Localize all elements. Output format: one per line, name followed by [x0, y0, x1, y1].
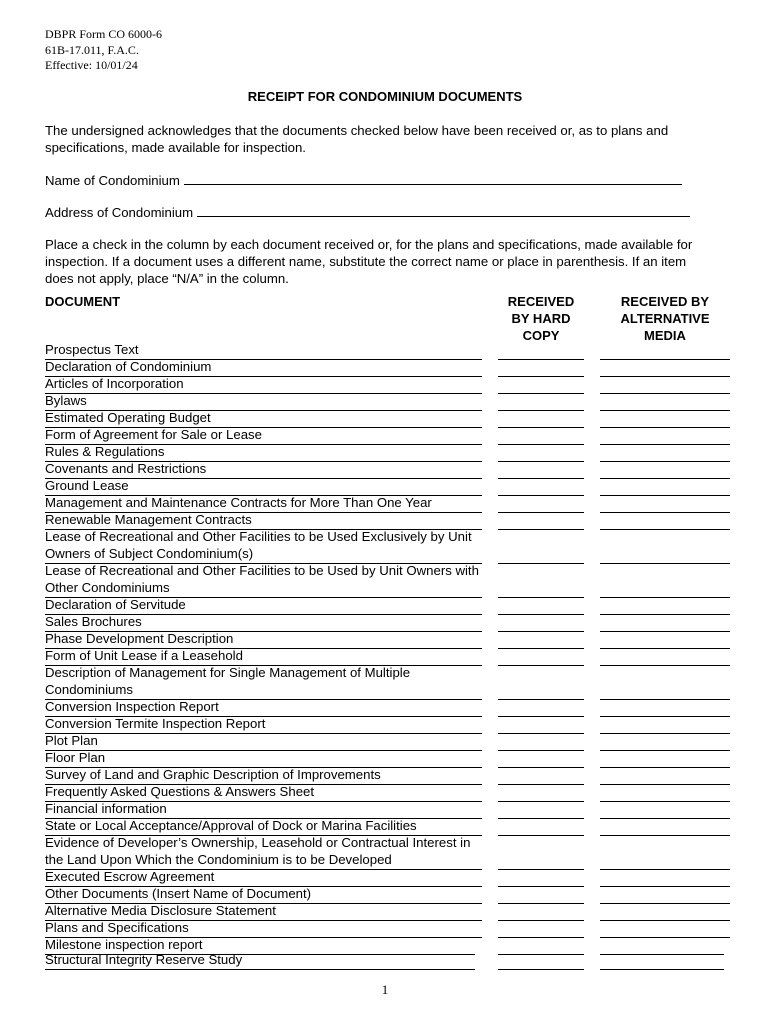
hard-copy-check-blank[interactable] — [498, 920, 584, 921]
alt-media-check-blank[interactable] — [600, 529, 730, 530]
document-name: Form of Agreement for Sale or Lease — [45, 427, 482, 445]
hard-copy-check-blank[interactable] — [498, 937, 584, 938]
column-header-document: DOCUMENT — [45, 294, 121, 309]
hard-copy-check-blank[interactable] — [498, 444, 584, 445]
alt-media-check-blank[interactable] — [600, 512, 730, 513]
instructions-text: Place a check in the column by each document received or, for the plans and specifications, made available for inspection. If a document uses a different name, substitute the correct name or place in parenthesis. If an item does not apply, place “N/A” in the column. — [45, 237, 693, 286]
alt-media-check-blank[interactable] — [600, 699, 730, 700]
document-name: Management and Maintenance Contracts for More Than One Year — [45, 495, 482, 513]
hard-copy-check-blank[interactable] — [498, 461, 584, 462]
alt-media-check-blank[interactable] — [600, 665, 730, 666]
hard-copy-check-blank[interactable] — [498, 733, 584, 734]
rule-citation: 61B-17.011, F.A.C. — [45, 42, 139, 57]
hard-copy-check-blank[interactable] — [498, 512, 584, 513]
hard-copy-check-blank[interactable] — [498, 614, 584, 615]
document-name: Sales Brochures — [45, 614, 482, 632]
alt-media-check-blank[interactable] — [600, 597, 730, 598]
column-header-alt-media: RECEIVED BY ALTERNATIVE MEDIA — [620, 294, 710, 343]
address-blank[interactable] — [197, 204, 690, 217]
hard-copy-check-blank[interactable] — [498, 495, 584, 496]
document-name: Ground Lease — [45, 478, 482, 496]
name-blank[interactable] — [184, 172, 682, 185]
hard-copy-check-blank[interactable] — [498, 835, 584, 836]
alt-media-check-blank[interactable] — [600, 784, 730, 785]
alt-media-check-blank[interactable] — [600, 631, 730, 632]
hard-copy-check-blank[interactable] — [498, 767, 584, 768]
document-name: Plans and Specifications — [45, 920, 482, 938]
hard-copy-check-blank[interactable] — [498, 699, 584, 700]
alt-media-check-blank[interactable] — [600, 869, 730, 870]
alt-media-check-blank[interactable] — [600, 969, 724, 970]
document-name: Articles of Incorporation — [45, 376, 482, 394]
column-header-hard-copy: RECEIVED BY HARD COPY — [507, 294, 575, 343]
alt-media-check-blank[interactable] — [600, 478, 730, 479]
hard-copy-check-blank[interactable] — [498, 376, 584, 377]
document-name: Lease of Recreational and Other Facilities to be Used by Unit Owners with Other Condominiums — [45, 563, 482, 598]
alt-media-check-blank[interactable] — [600, 954, 724, 955]
alt-media-check-blank[interactable] — [600, 427, 730, 428]
hard-copy-check-blank[interactable] — [498, 563, 584, 564]
alt-media-check-blank[interactable] — [600, 614, 730, 615]
alt-media-check-blank[interactable] — [600, 886, 730, 887]
document-name: Rules & Regulations — [45, 444, 482, 462]
document-name: Lease of Recreational and Other Facilities to be Used Exclusively by Unit Owners of Subject Condominium(s) — [45, 529, 482, 564]
document-name: Floor Plan — [45, 750, 482, 768]
document-name: Declaration of Servitude — [45, 597, 482, 615]
document-name: Evidence of Developer’s Ownership, Leasehold or Contractual Interest in the Land Upon Which the Condominium is to be Developed — [45, 835, 482, 870]
page-number: 1 — [381, 982, 389, 997]
document-name: Covenants and Restrictions — [45, 461, 482, 479]
document-name: Plot Plan — [45, 733, 482, 751]
hard-copy-check-blank[interactable] — [498, 969, 584, 970]
document-name: Phase Development Description — [45, 631, 482, 649]
hard-copy-check-blank[interactable] — [498, 597, 584, 598]
alt-media-check-blank[interactable] — [600, 461, 730, 462]
document-name: Alternative Media Disclosure Statement — [45, 903, 482, 921]
document-name: Conversion Termite Inspection Report — [45, 716, 482, 734]
alt-media-check-blank[interactable] — [600, 835, 730, 836]
document-name: Prospectus Text — [45, 342, 482, 360]
alt-media-check-blank[interactable] — [600, 818, 730, 819]
hard-copy-check-blank[interactable] — [498, 529, 584, 530]
document-name: Other Documents (Insert Name of Document) — [45, 886, 482, 904]
hard-copy-check-blank[interactable] — [498, 648, 584, 649]
hard-copy-check-blank[interactable] — [498, 750, 584, 751]
hard-copy-check-blank[interactable] — [498, 869, 584, 870]
alt-media-check-blank[interactable] — [600, 733, 730, 734]
document-name: Survey of Land and Graphic Description of Improvements — [45, 767, 482, 785]
alt-media-check-blank[interactable] — [600, 376, 730, 377]
document-name: Financial information — [45, 801, 482, 819]
intro-text: The undersigned acknowledges that the documents checked below have been received or, as to plans and specifications, made available for inspection. — [45, 123, 669, 155]
effective-date: Effective: 10/01/24 — [45, 58, 138, 72]
alt-media-check-blank[interactable] — [600, 393, 730, 394]
document-name: Conversion Inspection Report — [45, 699, 482, 717]
document-name: Bylaws — [45, 393, 482, 411]
document-name: State or Local Acceptance/Approval of Dock or Marina Facilities — [45, 818, 482, 836]
page-title: RECEIPT FOR CONDOMINIUM DOCUMENTS — [247, 89, 523, 104]
form-number: DBPR Form CO 6000-6 — [45, 27, 163, 41]
alt-media-check-blank[interactable] — [600, 563, 730, 564]
hard-copy-check-blank[interactable] — [498, 410, 584, 411]
alt-media-check-blank[interactable] — [600, 903, 730, 904]
name-label: Name of Condominium — [45, 173, 180, 188]
alt-media-check-blank[interactable] — [600, 801, 730, 802]
hard-copy-check-blank[interactable] — [498, 478, 584, 479]
document-name: Executed Escrow Agreement — [45, 869, 482, 887]
alt-media-check-blank[interactable] — [600, 359, 730, 360]
hard-copy-check-blank[interactable] — [498, 784, 584, 785]
hard-copy-check-blank[interactable] — [498, 427, 584, 428]
address-label: Address of Condominium — [45, 205, 194, 220]
alt-media-check-blank[interactable] — [600, 750, 730, 751]
document-name: Declaration of Condominium — [45, 359, 482, 377]
alt-media-check-blank[interactable] — [600, 495, 730, 496]
alt-media-check-blank[interactable] — [600, 920, 730, 921]
hard-copy-check-blank[interactable] — [498, 716, 584, 717]
document-name: Form of Unit Lease if a Leasehold — [45, 648, 482, 666]
hard-copy-check-blank[interactable] — [498, 665, 584, 666]
hard-copy-check-blank[interactable] — [498, 818, 584, 819]
hard-copy-check-blank[interactable] — [498, 954, 584, 955]
document-name: Description of Management for Single Management of Multiple Condominiums — [45, 665, 482, 700]
alt-media-check-blank[interactable] — [600, 716, 730, 717]
alt-media-check-blank[interactable] — [600, 937, 730, 938]
hard-copy-check-blank[interactable] — [498, 393, 584, 394]
document-name: Renewable Management Contracts — [45, 512, 482, 530]
document-name: Milestone inspection report — [45, 937, 475, 955]
name-field[interactable] — [45, 172, 682, 188]
document-name: Estimated Operating Budget — [45, 410, 482, 428]
alt-media-check-blank[interactable] — [600, 767, 730, 768]
hard-copy-check-blank[interactable] — [498, 631, 584, 632]
document-name: Structural Integrity Reserve Study — [45, 952, 475, 970]
alt-media-check-blank[interactable] — [600, 444, 730, 445]
hard-copy-check-blank[interactable] — [498, 359, 584, 360]
alt-media-check-blank[interactable] — [600, 648, 730, 649]
hard-copy-check-blank[interactable] — [498, 903, 584, 904]
document-name: Frequently Asked Questions & Answers Sheet — [45, 784, 482, 802]
hard-copy-check-blank[interactable] — [498, 801, 584, 802]
hard-copy-check-blank[interactable] — [498, 886, 584, 887]
form-header — [45, 27, 162, 74]
address-field[interactable] — [45, 204, 690, 220]
alt-media-check-blank[interactable] — [600, 410, 730, 411]
